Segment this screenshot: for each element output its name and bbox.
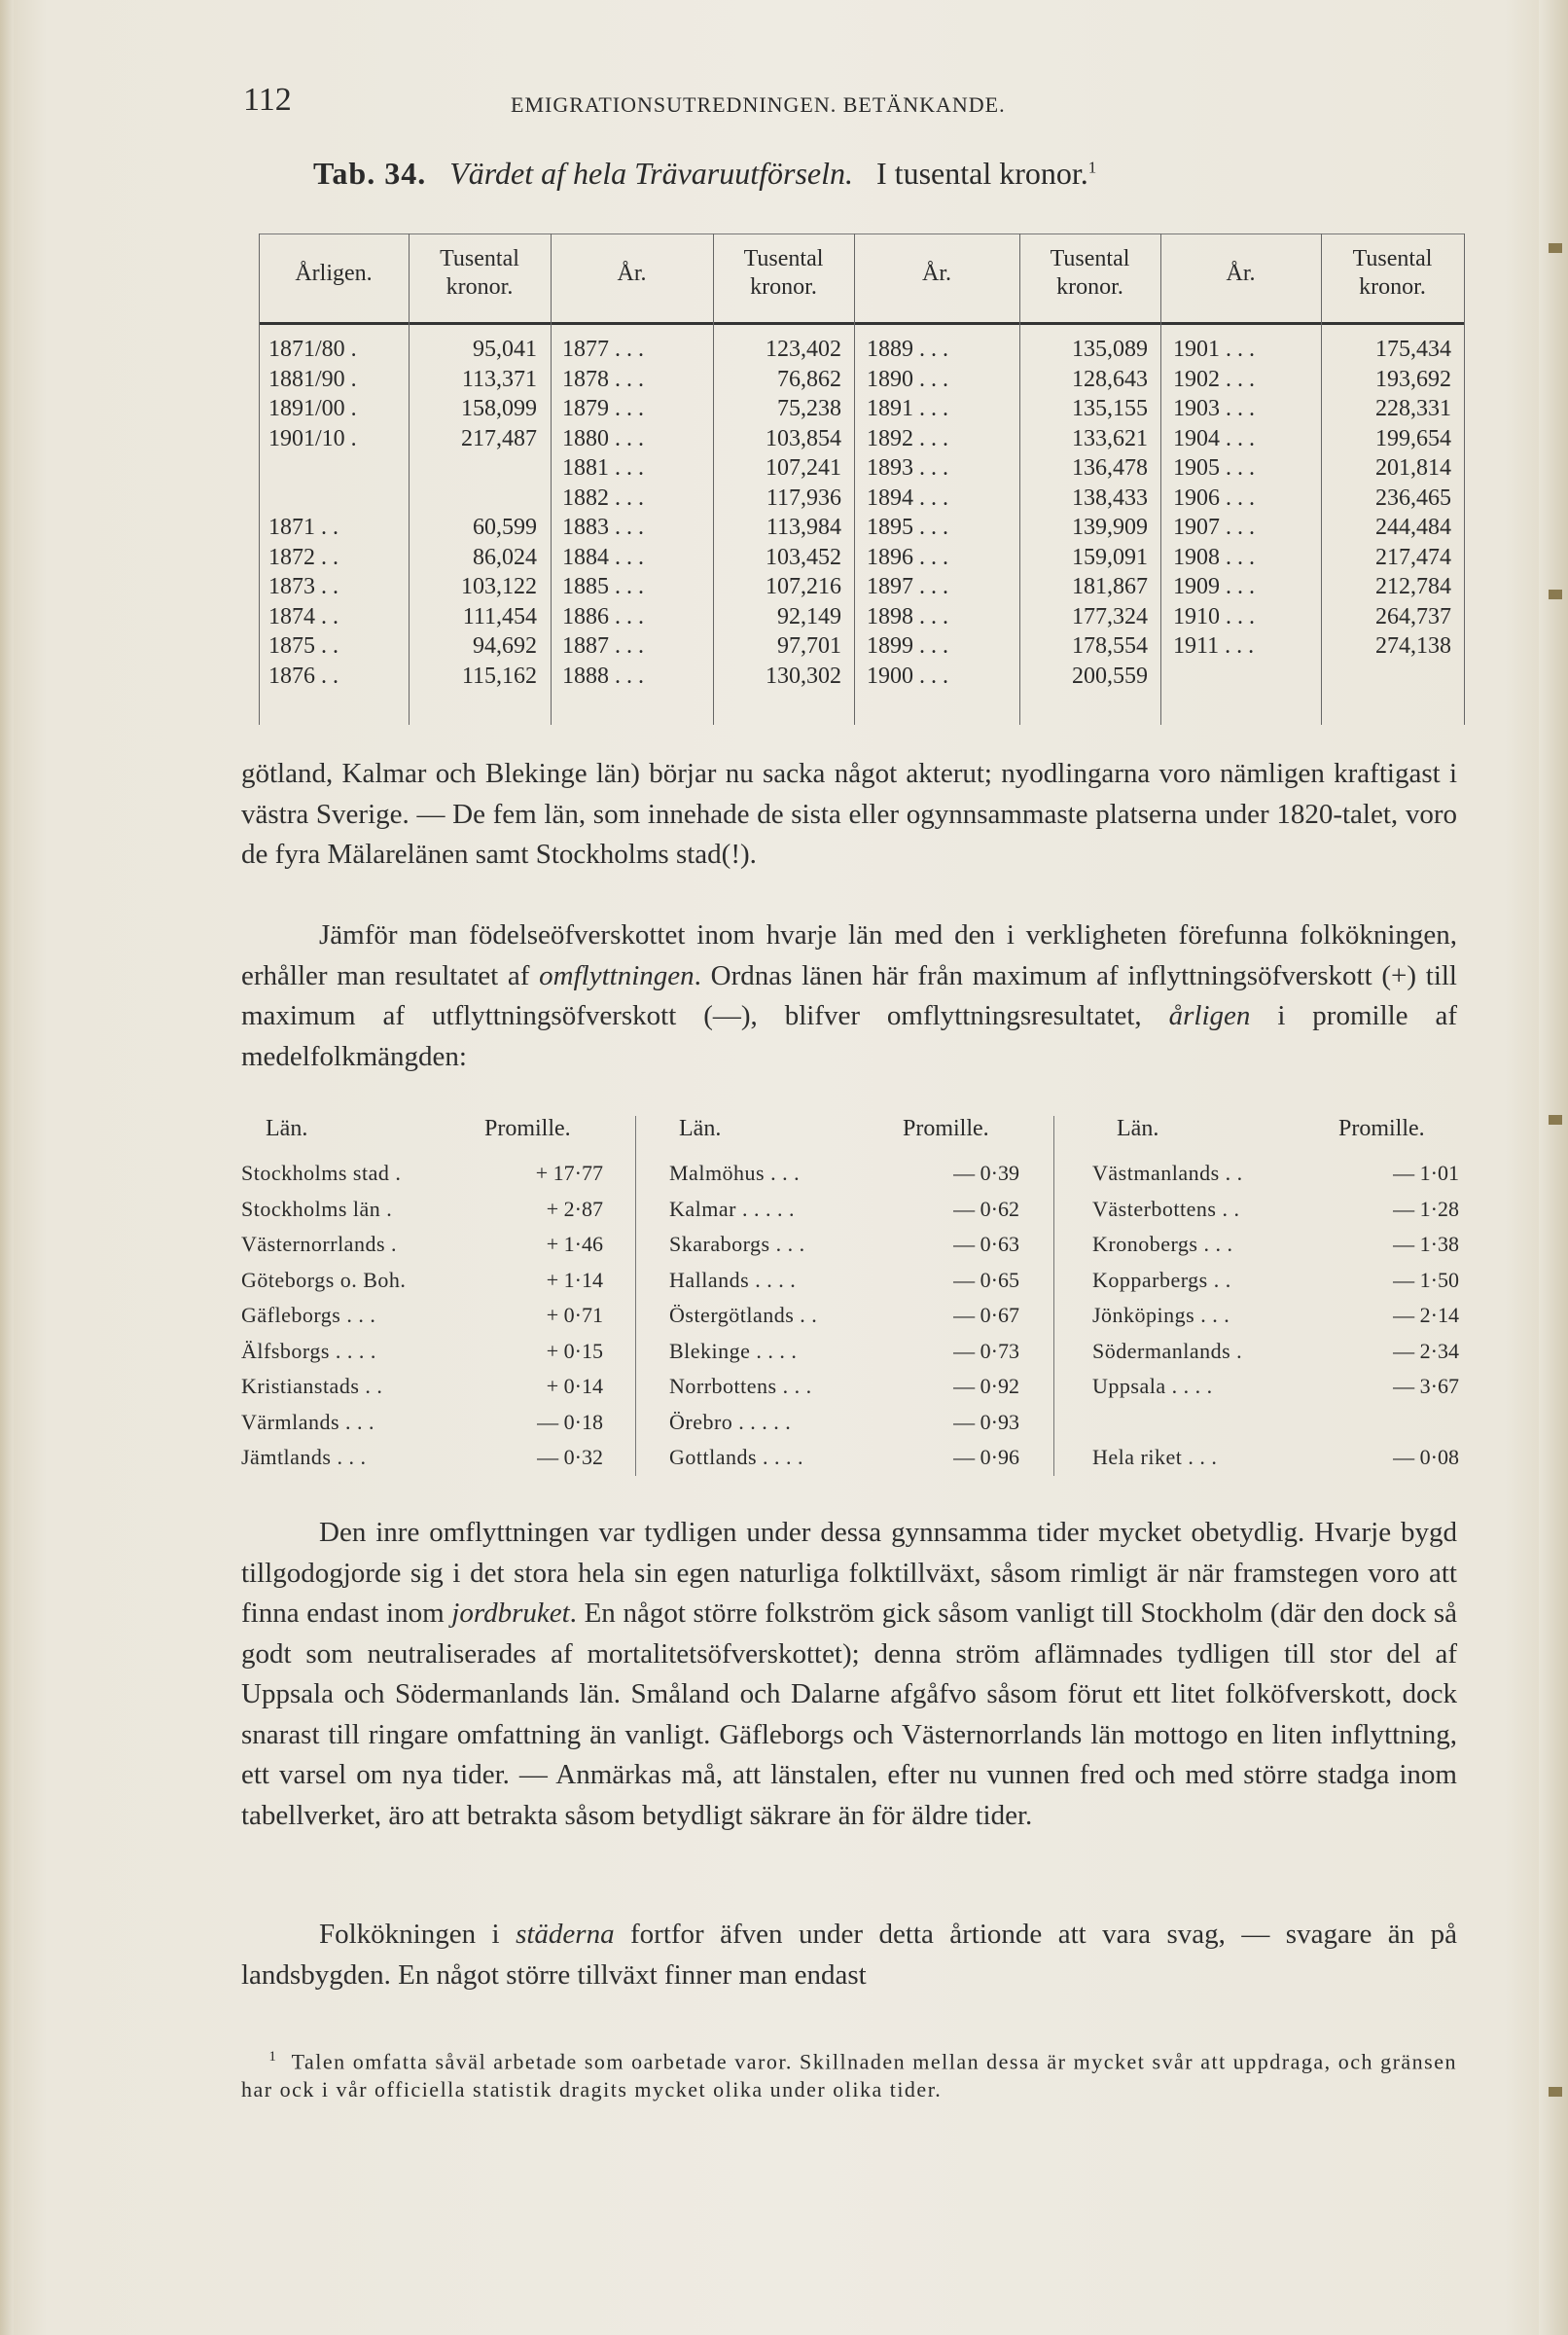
year-label: 1873 . . [268,574,339,599]
value-cell: 130,302 [766,663,841,689]
year-label: 1910 . . . [1173,603,1255,629]
column-divider [635,1116,636,1476]
value-cell: 113,984 [766,515,841,540]
promille-value: — 1·38 [1393,1232,1459,1256]
year-label: 1884 . . . [562,544,644,570]
year-label: 1902 . . . [1173,366,1255,392]
column-header: Promille. [903,1116,989,1141]
value-cell: 60,599 [473,515,537,540]
year-label: 1882 . . . [562,485,644,511]
column-header: År. [617,261,647,286]
year-label: 1905 . . . [1173,455,1255,481]
county-name: Gottlands . . . . [669,1445,804,1469]
text-run: Jämför man födelseöfverskottet inom hvarje län med den i verkligheten förefunna folkökningen, erhåller man resultatet af [241,919,1457,991]
county-name: Kronobergs . . . [1092,1232,1233,1256]
text-run: fortfor äfven under detta årtionde att vara svag, — svagare än på landsbygden. En något större tillväxt finner man endast [241,1919,1457,1991]
year-label: 1898 . . . [867,603,948,629]
value-cell: 94,692 [473,633,537,659]
year-label: 1899 . . . [867,633,948,659]
year-label: 1909 . . . [1173,574,1255,599]
year-label: 1901/10 . [268,425,357,451]
county-name: Gäfleborgs . . . [241,1303,376,1327]
edge-mark [1549,590,1562,599]
text-run-italic: årligen [1168,1000,1251,1031]
county-name: Värmlands . . . [241,1409,375,1434]
year-label: 1892 . . . [867,425,948,451]
value-cell: 138,433 [1072,485,1148,511]
county-name: Örebro . . . . . [669,1409,792,1434]
text-run: i promille af medelfolkmängden: [241,1000,1457,1072]
year-label: 1871/80 . [268,337,357,362]
value-cell: 201,814 [1375,455,1451,481]
county-name: Hela riket . . . [1092,1445,1218,1469]
year-label: 1885 . . . [562,574,644,599]
promille-value: + 1·14 [546,1267,603,1292]
value-cell: 113,371 [461,366,537,392]
value-cell: 135,089 [1072,337,1148,362]
value-cell: 76,862 [777,366,841,392]
value-cell: 103,122 [461,574,537,599]
county-name: Västmanlands . . [1092,1161,1243,1185]
value-cell: 158,099 [461,396,537,421]
value-cell: 103,452 [766,544,841,570]
value-cell: 244,484 [1375,515,1451,540]
value-cell: 95,041 [473,337,537,362]
value-cell: 159,091 [1072,544,1148,570]
promille-value: + 17·77 [535,1161,603,1185]
edge-mark [1549,243,1562,253]
value-cell: 86,024 [473,544,537,570]
value-cell: 128,643 [1072,366,1148,392]
year-label: 1889 . . . [867,337,948,362]
running-title: EMIGRATIONSUTREDNINGEN. BETÄNKANDE. [511,92,1006,117]
year-label: 1878 . . . [562,366,644,392]
table-unit: I tusental kronor. [876,156,1088,191]
promille-value: — 2·14 [1393,1303,1459,1327]
edge-mark [1549,2087,1562,2097]
promille-value: — 0·62 [953,1196,1019,1221]
column-header: År. [922,261,951,286]
year-label: 1876 . . [268,663,339,689]
export-value-table [241,234,1465,725]
page-number: 112 [243,82,292,118]
footnote [241,2043,1457,2103]
value-cell: 117,936 [766,485,841,511]
year-label: 1890 . . . [867,366,948,392]
edge-mark [1549,1115,1562,1125]
text-run-italic: jordbruket [451,1598,570,1629]
table-label: Tab. 34. [313,156,427,191]
value-cell: 136,478 [1072,455,1148,481]
year-label: 1875 . . [268,633,339,659]
county-name: Hallands . . . . [669,1267,797,1292]
promille-value: — 1·50 [1393,1267,1459,1292]
promille-value: — 2·34 [1393,1338,1459,1363]
county-name: Kopparbergs . . [1092,1267,1231,1292]
county-name: Skaraborgs . . . [669,1232,805,1256]
year-label: 1888 . . . [562,663,644,689]
year-label: 1904 . . . [1173,425,1255,451]
county-name: Blekinge . . . . [669,1338,798,1363]
value-cell: 115,162 [461,663,537,689]
value-cell: 193,692 [1375,366,1451,392]
county-name: Västernorrlands . [241,1232,398,1256]
county-name: Östergötlands . . [669,1303,818,1327]
column-header: Län. [1117,1116,1159,1141]
promille-value: — 0·65 [953,1267,1019,1292]
value-cell: 217,487 [461,425,537,451]
year-label: 1881 . . . [562,455,644,481]
year-label: 1891/00 . [268,396,357,421]
year-label: 1886 . . . [562,603,644,629]
text-run: . Ordnas länen här från maximum af inflyttningsöfverskott (+) till maximum af utflyttningsöfverskott (—), blifver omflyttningsresultatet, [241,959,1457,1031]
column-header: Promille. [484,1116,571,1141]
promille-value: — 0·39 [953,1161,1019,1185]
value-cell: 75,238 [777,396,841,421]
value-cell: 212,784 [1375,574,1451,599]
value-cell: 103,854 [766,425,841,451]
county-name: Södermanlands . [1092,1338,1243,1363]
year-label: 1883 . . . [562,515,644,540]
value-cell: 97,701 [777,633,841,659]
year-label: 1874 . . [268,603,339,629]
county-name: Jönköpings . . . [1092,1303,1230,1327]
year-label: 1891 . . . [867,396,948,421]
value-cell: 177,324 [1072,603,1148,629]
column-header: Län. [679,1116,722,1141]
year-label: 1880 . . . [562,425,644,451]
page-edge-right [1539,0,1568,2335]
column-header: Årligen. [295,261,373,286]
year-label: 1901 . . . [1173,337,1255,362]
promille-value: — 0·32 [537,1445,603,1469]
footnote-mark: 1 [268,2049,278,2065]
year-label: 1911 . . . [1173,633,1255,659]
promille-value: — 0·73 [953,1338,1019,1363]
text-run: Folkökningen i [319,1919,517,1950]
value-cell: 123,402 [766,337,841,362]
promille-value: + 2·87 [546,1196,603,1221]
county-name: Uppsala . . . . [1092,1374,1213,1398]
county-name: Kalmar . . . . . [669,1196,795,1221]
column-divider [1053,1116,1054,1476]
year-label: 1881/90 . [268,366,357,392]
column-divider [854,234,855,725]
promille-value: + 0·14 [546,1374,603,1398]
county-name: Norrbottens . . . [669,1374,812,1398]
promille-value: — 0·67 [953,1303,1019,1327]
column-divider [551,234,552,725]
table-rule [259,322,1465,325]
county-name: Göteborgs o. Boh. [241,1267,407,1292]
promille-value: — 1·01 [1393,1161,1459,1185]
county-name: Stockholms stad . [241,1161,402,1185]
paragraph [241,1915,1457,1995]
promille-value: — 0·93 [953,1409,1019,1434]
value-cell: 178,554 [1072,633,1148,659]
year-label: 1907 . . . [1173,515,1255,540]
county-name: Älfsborgs . . . . [241,1338,376,1363]
column-header: Tusental kronor. [1352,246,1433,300]
promille-table [241,1116,1465,1486]
value-cell: 181,867 [1072,574,1148,599]
year-label: 1877 . . . [562,337,644,362]
value-cell: 175,434 [1375,337,1451,362]
year-label: 1887 . . . [562,633,644,659]
county-name: Kristianstads . . [241,1374,383,1398]
column-header: År. [1226,261,1256,286]
value-cell: 236,465 [1375,485,1451,511]
column-header: Tusental kronor. [1050,246,1130,300]
column-header: Tusental kronor. [440,246,519,300]
promille-value: — 0·18 [537,1409,603,1434]
promille-value: — 1·28 [1393,1196,1459,1221]
year-label: 1900 . . . [867,663,948,689]
value-cell: 217,474 [1375,544,1451,570]
text-run: . En något större folkström gick såsom vanligt till Stockholm (där den dock så godt som neutraliserades af mortalitetsöfverskottet); denna ström aflämnades tydligen till stor del af Uppsala och Södermanlands län. Småland och Dalarne afgåfvo såsom förut ett litet folköfverskott, dock snarast till ringare omfattning än vanligt. Gäfleborgs och Västernorrlands län mottogo en liten inflyttning, ett varsel om nya tider. — Anmärkas må, att länstalen, efter nu vunnen fred och med större stadga inom tabellverket, äro att betrakta såsom betydligt säkrare än för äldre tider. [241,1598,1457,1831]
value-cell: 200,559 [1072,663,1148,689]
county-name: Malmöhus . . . [669,1161,801,1185]
value-cell: 111,454 [462,603,537,629]
text-run-italic: städerna [516,1919,615,1950]
promille-value: + 0·71 [546,1303,603,1327]
column-header: Promille. [1338,1116,1425,1141]
promille-value: + 1·46 [546,1232,603,1256]
table-title: Värdet af hela Trävaruutförseln. [449,156,854,191]
paragraph [241,916,1457,1077]
year-label: 1893 . . . [867,455,948,481]
value-cell: 133,621 [1072,425,1148,451]
promille-value: — 0·08 [1393,1445,1459,1469]
promille-value: — 3·67 [1393,1374,1459,1398]
table-caption [313,156,1096,192]
year-label: 1872 . . [268,544,339,570]
promille-value: — 0·96 [953,1445,1019,1469]
page-edge-left [0,0,14,2335]
column-divider [259,234,260,725]
promille-value: + 0·15 [546,1338,603,1363]
value-cell: 199,654 [1375,425,1451,451]
year-label: 1896 . . . [867,544,948,570]
year-label: 1894 . . . [867,485,948,511]
footnote-text: Talen omfatta såväl arbetade som oarbetade varor. Skillnaden mellan dessa är mycket svår att uppdraga, och gränsen har ock i vår officiella statistik dragits mycket olika under olika tider. [241,2049,1457,2102]
county-name: Jämtlands . . . [241,1445,367,1469]
promille-value: — 0·92 [953,1374,1019,1398]
value-cell: 107,216 [766,574,841,599]
county-name: Västerbottens . . [1092,1196,1240,1221]
paragraph [241,1513,1457,1836]
footnote-ref: 1 [1087,158,1097,177]
year-label: 1871 . . [268,515,339,540]
promille-value: — 0·63 [953,1232,1019,1256]
year-label: 1908 . . . [1173,544,1255,570]
year-label: 1897 . . . [867,574,948,599]
value-cell: 92,149 [777,603,841,629]
value-cell: 264,737 [1375,603,1451,629]
column-divider [1160,234,1161,725]
value-cell: 139,909 [1072,515,1148,540]
text-run: Den inre omflyttningen var tydligen under dessa gynnsamma tider mycket obetydlig. Hvarje bygd tillgodogjorde sig i det stora hela sin egen naturliga folktillväxt, såsom rimligt är när framstegen voro att finna endast inom [241,1517,1457,1629]
year-label: 1903 . . . [1173,396,1255,421]
column-divider [1464,234,1465,725]
value-cell: 107,241 [766,455,841,481]
column-header: Tusental kronor. [743,246,824,300]
county-name: Stockholms län . [241,1196,393,1221]
value-cell: 228,331 [1375,396,1451,421]
year-label: 1895 . . . [867,515,948,540]
paragraph: götland, Kalmar och Blekinge län) börjar nu sacka något akterut; nyodlingarna voro nämligen kraftigast i västra Sverige. — De fem län, som innehade de sista eller ogynnsammaste platserna under 1820-talet, voro de fyra Mälarelänen samt Stockholms stad(!). [241,758,1457,870]
year-label: 1906 . . . [1173,485,1255,511]
column-header: Län. [266,1116,308,1141]
text-run-italic: omflyttningen [539,959,695,991]
year-label: 1879 . . . [562,396,644,421]
value-cell: 135,155 [1072,396,1148,421]
value-cell: 274,138 [1375,633,1451,659]
